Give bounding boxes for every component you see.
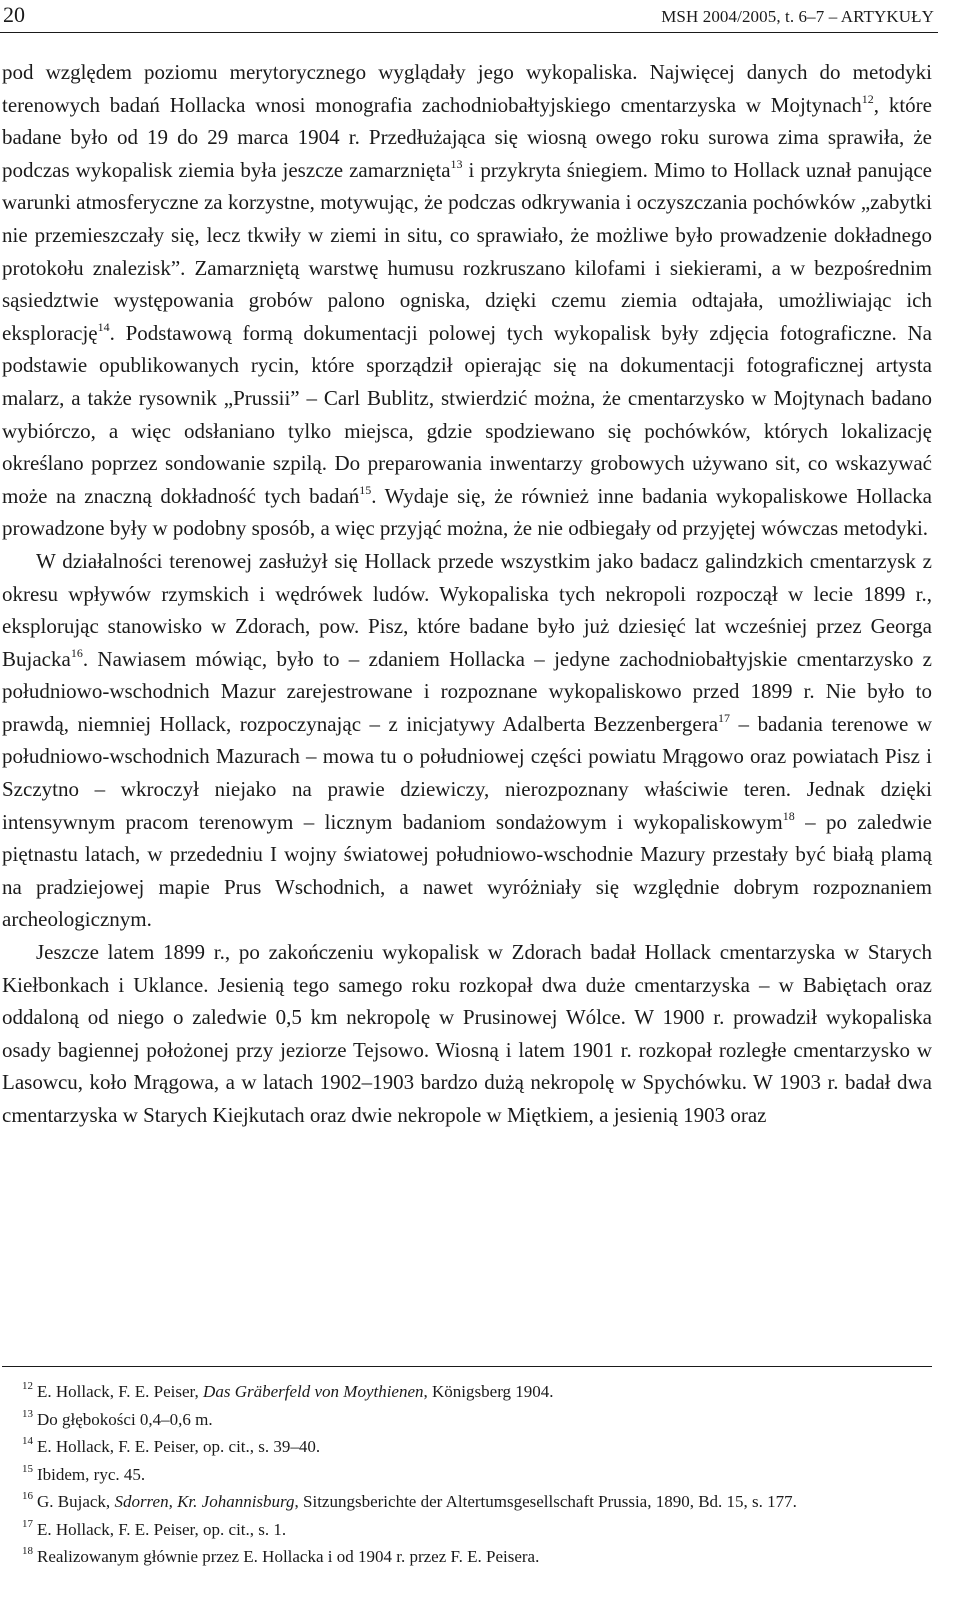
paragraph-3 — [2, 936, 932, 1132]
footnote-number: 14 — [22, 1435, 33, 1448]
text-run: – po zaledwie piętnastu latach, w przededniu I wojny światowej południowo-wschodnie Mazury przestały być białą plamą na pradziejowej mapie Prus Wschodnich, a nawet wyróżniały się względnie dobrym rozpoznaniem archeologicznym. — [2, 809, 932, 932]
footnote-separator — [2, 1366, 932, 1367]
footnote-text: G. Bujack, — [37, 1492, 115, 1511]
footnote-number: 17 — [22, 1517, 33, 1530]
footnote-text: E. Hollack, F. E. Peiser, op. cit., s. 39–40. — [37, 1437, 321, 1456]
text-run: i przykryta śniegiem. Mimo to Hollack uznał panujące warunki atmosferyczne za korzystne, motywując, że podczas odkrywania i oczyszczania pochówków „zabytki nie przemieszczały się, lecz tkwiły w ziemi in situ, co sprawiało, że możliwe było prowadzenie dokładnego protokołu znalezisk”. Zamarzniętą warstwę humusu rozkruszano kilofami i siekierami, a w bezpośrednim sąsiedztwie występowania grobów palono ogniska, dzięki czemu ziemia odtajała, umożliwiając ich eksplorację — [2, 157, 932, 345]
footnote-title: Sdorren, Kr. Johannisburg — [114, 1492, 295, 1511]
text-run: . Wydaje się, że również inne badania wykopaliskowe Hollacka prowadzone były w podobny sposób, a więc przyjąć można, że nie odbiegały od przyjętej wówczas metodyki. — [2, 483, 932, 541]
footnote-number: 16 — [22, 1490, 33, 1503]
page-header — [0, 2, 938, 33]
footnote-ref-17[interactable]: 17 — [718, 710, 731, 725]
page-number: 20 — [3, 2, 25, 27]
footnote-title: Das Gräberfeld von Moythienen — [203, 1382, 424, 1401]
footnote-ref-18[interactable]: 18 — [782, 808, 795, 823]
footnote-15 — [22, 1461, 932, 1489]
text-run: , które badane było od 19 do 29 marca 1904 r. Przedłużająca się wiosną owego roku surowa zima sprawiła, że podczas wykopalisk ziemia była jeszcze zamarznięta — [2, 92, 932, 182]
text-run: pod względem poziomu merytorycznego wyglądały jego wykopaliska. Najwięcej danych do metodyki terenowych badań Hollacka wnosi monografia zachodniobałtyjskiego cmentarzyska w Mojtynach — [2, 60, 932, 117]
paragraph-2 — [2, 545, 932, 936]
footnote-text: Ibidem, ryc. 45. — [37, 1464, 146, 1484]
footnote-text: E. Hollack, F. E. Peiser, — [37, 1382, 204, 1401]
footnote-number: 15 — [22, 1462, 33, 1475]
footnote-text: Do głębokości 0,4–0,6 m. — [37, 1409, 213, 1429]
footnotes — [22, 1378, 932, 1571]
footnote-ref-12[interactable]: 12 — [861, 91, 874, 106]
running-title: MSH 2004/2005, t. 6–7 – ARTYKUŁY — [661, 7, 934, 26]
text-run: . Nawiasem mówiąc, było to – zdaniem Hollacka – jedyne zachodniobałtyjskie cmentarzysko z południowo-wschodnich Mazur zarejestrowane i rozpoznane wykopaliskowo przed 1899 r. Nie było to prawdą, niemniej Hollack, rozpoczynając – z inicjatywy Adalberta Bezzenbergera — [2, 646, 932, 736]
footnote-text: Realizowanym głównie przez E. Hollacka i od 1904 r. przez F. E. Peisera. — [37, 1547, 540, 1566]
text-run: W działalności terenowej zasłużył się Hollack przede wszystkim jako badacz galindzkich cmentarzysk z okresu wpływów rzymskich i wędrówek ludów. Wykopaliska tych nekropoli rozpoczął w lecie 1899 r., eksplorując stanowisko w Zdorach, pow. Pisz, które badane było już dziesięć lat wcześniej przez Georga Bujacka — [2, 548, 932, 671]
footnote-14 — [22, 1433, 932, 1461]
footnote-18 — [22, 1543, 932, 1571]
footnote-text: E. Hollack, F. E. Peiser, op. cit., s. 1. — [37, 1519, 287, 1539]
footnote-16 — [22, 1488, 932, 1516]
paragraph-1 — [2, 56, 932, 545]
text-run: Jeszcze latem 1899 r., po zakończeniu wykopalisk w Zdorach badał Hollack cmentarzyska w Starych Kiełbonkach i Uklance. Jesienią tego samego roku rozkopał dwa duże cmentarzyska – w Babiętach oraz oddaloną od niego o zaledwie 0,5 km nekropolę w Prusinowej Wólce. W 1900 r. prowadził wykopaliska osady bagiennej położonej przy jeziorze Tejsowo. Wiosną i latem 1901 r. rozkopał rozległe cmentarzysko w Lasowcu, koło Mrągowa, a w latach 1902–1903 bardzo dużą nekropolę w Spychówku. W 1903 r. badał dwa cmentarzyska w Starych Kiejkutach oraz dwie nekropole w Miętkiem, a jesienią 1903 oraz — [2, 940, 932, 1127]
footnote-13 — [22, 1406, 932, 1434]
footnote-12 — [22, 1378, 932, 1406]
text-run: – badania terenowe w południowo-wschodnich Mazurach – mowa tu o południowej części powiatu Mrągowo oraz powiatach Pisz i Szczytno – wkroczył niejako na prawie dziewiczy, nierozpoznany właściwie teren. Jednak dzięki intensywnym pracom terenowym – licznym badaniom sondażowym i wykopaliskowym — [2, 711, 933, 834]
footnote-ref-13[interactable]: 13 — [450, 156, 463, 171]
footnote-ref-15[interactable]: 15 — [359, 482, 372, 497]
footnote-ref-14[interactable]: 14 — [97, 319, 110, 334]
footnote-text: , Königsberg 1904. — [423, 1382, 554, 1401]
footnote-text: , Sitzungsberichte der Altertumsgesellschaft Prussia, 1890, Bd. 15, s. 177. — [294, 1492, 797, 1511]
footnote-number: 18 — [22, 1545, 33, 1558]
text-run: . Podstawową formą dokumentacji polowej tych wykopalisk były zdjęcia fotograficzne. Na podstawie opublikowanych rycin, które sporządził opierając się na dokumentacji fotograficznej artysta malarz, a także rysownik „Prussii” – Carl Bublitz, stwierdzić można, że cmentarzysko w Mojtynach badano wybiórczo, a więc odsłaniano tylko miejsca, gdzie spodziewano się pochówków, których lokalizację określano poprzez sondowanie szpilą. Do preparowania inwentarzy grobowych używano sit, co wskazywać może na znaczną dokładność tych badań — [2, 320, 932, 508]
footnote-17 — [22, 1516, 932, 1544]
footnote-number: 12 — [22, 1380, 33, 1393]
footnote-number: 13 — [22, 1407, 33, 1420]
body-text — [2, 56, 932, 1132]
footnote-ref-16[interactable]: 16 — [70, 645, 83, 660]
